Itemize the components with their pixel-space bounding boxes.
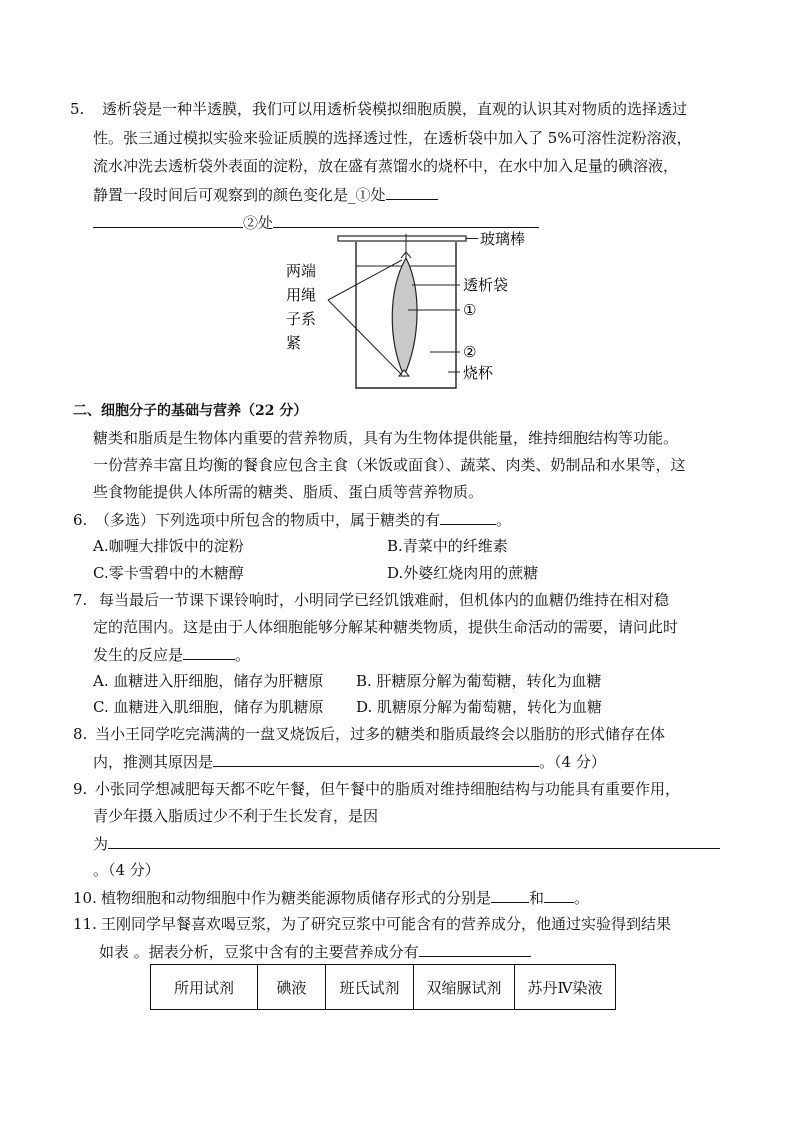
answer-blank-q5-1[interactable]: [386, 184, 438, 200]
q9-line3: 为: [93, 833, 720, 854]
q7-option-d[interactable]: D. 肌糖原分解为葡萄糖，转化为血糖: [356, 698, 603, 716]
q10-line: 10. 植物细胞和动物细胞中作为糖类能源物质储存形式的分别是 和 。: [73, 889, 590, 907]
dialysis-bag: [392, 258, 417, 376]
section2-heading: 二、细胞分子的基础与营养（22 分）: [73, 403, 308, 419]
dialysis-diagram: [280, 230, 570, 395]
q9-number: 9.: [73, 780, 88, 798]
q7-line2: 定的范围内。这是由于人体细胞能够分解某种糖类物质，提供生命活动的需要，请问此时: [93, 618, 679, 636]
answer-blank-q9[interactable]: [108, 833, 720, 849]
q10-number: 10.: [73, 889, 97, 907]
q7-line1: 7. 每当最后一节课下课铃响时，小明同学已经饥饿难耐，但机体内的血糖仍维持在相对稳: [73, 591, 670, 609]
q7-number: 7.: [73, 591, 88, 609]
q11-number: 11.: [73, 915, 97, 933]
answer-blank-q5-2[interactable]: [273, 212, 539, 228]
table-header-cell: 所用试剂: [151, 965, 258, 1010]
label-left-4: 紧: [286, 334, 302, 352]
label-rod: 玻璃棒: [480, 230, 526, 248]
q5-line4: 静置一段时间后可观察到的颜色变化是_①处: [93, 184, 438, 205]
q11-line1: 11. 王刚同学早餐喜欢喝豆浆，为了研究豆浆中可能含有的营养成分，他通过实验得到结果: [73, 915, 672, 933]
q7-option-b[interactable]: B. 肝糖原分解为葡萄糖，转化为血糖: [356, 672, 602, 690]
answer-blank-q7[interactable]: [183, 644, 235, 660]
label-left-2: 用绳: [286, 286, 317, 304]
table-row: [151, 965, 616, 1010]
label-left-3: 子系: [286, 310, 317, 328]
circle-1-marker: ①: [355, 186, 371, 204]
label-bag: 透析袋: [463, 276, 509, 294]
q6-option-d[interactable]: D.外婆红烧肉用的蔗糖: [387, 564, 539, 582]
table-header-cell: 苏丹Ⅳ染液: [515, 965, 616, 1010]
reagent-table: [150, 964, 616, 1010]
q7-option-a[interactable]: A. 血糖进入肝细胞，储存为肝糖原: [93, 672, 324, 690]
answer-blank-q5-1-cont[interactable]: [93, 212, 243, 228]
label-1: ①: [463, 301, 477, 319]
q6-stem: 6. （多选）下列选项中所包含的物质中，属于糖类的有 。: [73, 511, 512, 529]
q9-line1: 9. 小张同学想减肥每天都不吃午餐，但午餐中的脂质对维持细胞结构与功能具有重要作用，: [73, 780, 681, 798]
answer-blank-q11[interactable]: [419, 941, 531, 957]
glass-rod: [338, 236, 466, 241]
q5-line5: ②处: [93, 212, 539, 233]
section2-intro-2: 一份营养丰富且均衡的餐食应包含主食（米饭或面食）、蔬菜、肉类、奶制品和水果等，这: [93, 456, 686, 474]
q8-line2: 内，推测其原因是 。（4 分）: [93, 753, 606, 771]
q7-option-c[interactable]: C. 血糖进入肌细胞，储存为肌糖原: [93, 698, 324, 716]
q7-line3: 发生的反应是 。: [93, 646, 251, 664]
q6-number: 6.: [73, 511, 88, 529]
answer-blank-q10-animal[interactable]: [544, 887, 574, 903]
table-header-cell: 双缩脲试剂: [414, 965, 515, 1010]
q11-line2: 如表 。据表分析，豆浆中含有的主要营养成分有: [99, 941, 531, 962]
answer-blank-q6[interactable]: [440, 509, 496, 525]
label-beaker: 烧杯: [463, 364, 494, 382]
section2-intro-3: 些食物能提供人体所需的糖类、脂质、蛋白质等营养物质。: [93, 483, 484, 501]
table-header-cell: 班氏试剂: [326, 965, 414, 1010]
q9-line2: 青少年摄入脂质过少不利于生长发育，是因: [93, 807, 379, 825]
q5-line1: 5. 透析袋是一种半透膜，我们可以用透析袋模拟细胞质膜，直观的认识其对物质的选择透过: [70, 100, 688, 118]
label-2: ②: [463, 343, 477, 361]
q6-option-c[interactable]: C.零卡雪碧中的木糖醇: [93, 564, 244, 582]
answer-blank-q10-plant[interactable]: [491, 887, 529, 903]
q5-number: 5.: [70, 100, 85, 118]
label-left-1: 两端: [286, 262, 317, 280]
table-header-cell: 碘液: [258, 965, 326, 1010]
section2-intro-1: 糖类和脂质是生物体内重要的营养物质，具有为生物体提供能量，维持细胞结构等功能。: [93, 429, 679, 447]
q9-line4: 。（4 分）: [93, 861, 160, 879]
q5-line2: 性。张三通过模拟实验来验证质膜的选择透过性，在透析袋中加入了 5%可溶性淀粉溶液，: [93, 129, 692, 147]
q8-line1: 8. 当小王同学吃完满满的一盘叉烧饭后，过多的糖类和脂质最终会以脂肪的形式储存在体: [73, 725, 666, 743]
answer-blank-q8[interactable]: [213, 751, 539, 767]
q8-number: 8.: [73, 725, 88, 743]
q6-option-a[interactable]: A.咖喱大排饭中的淀粉: [93, 537, 244, 555]
q5-line3: 流水冲洗去透析袋外表面的淀粉，放在盛有蒸馏水的烧杯中，在水中加入足量的碘溶液，: [93, 157, 679, 175]
q6-option-b[interactable]: B.青菜中的纤维素: [387, 537, 508, 555]
